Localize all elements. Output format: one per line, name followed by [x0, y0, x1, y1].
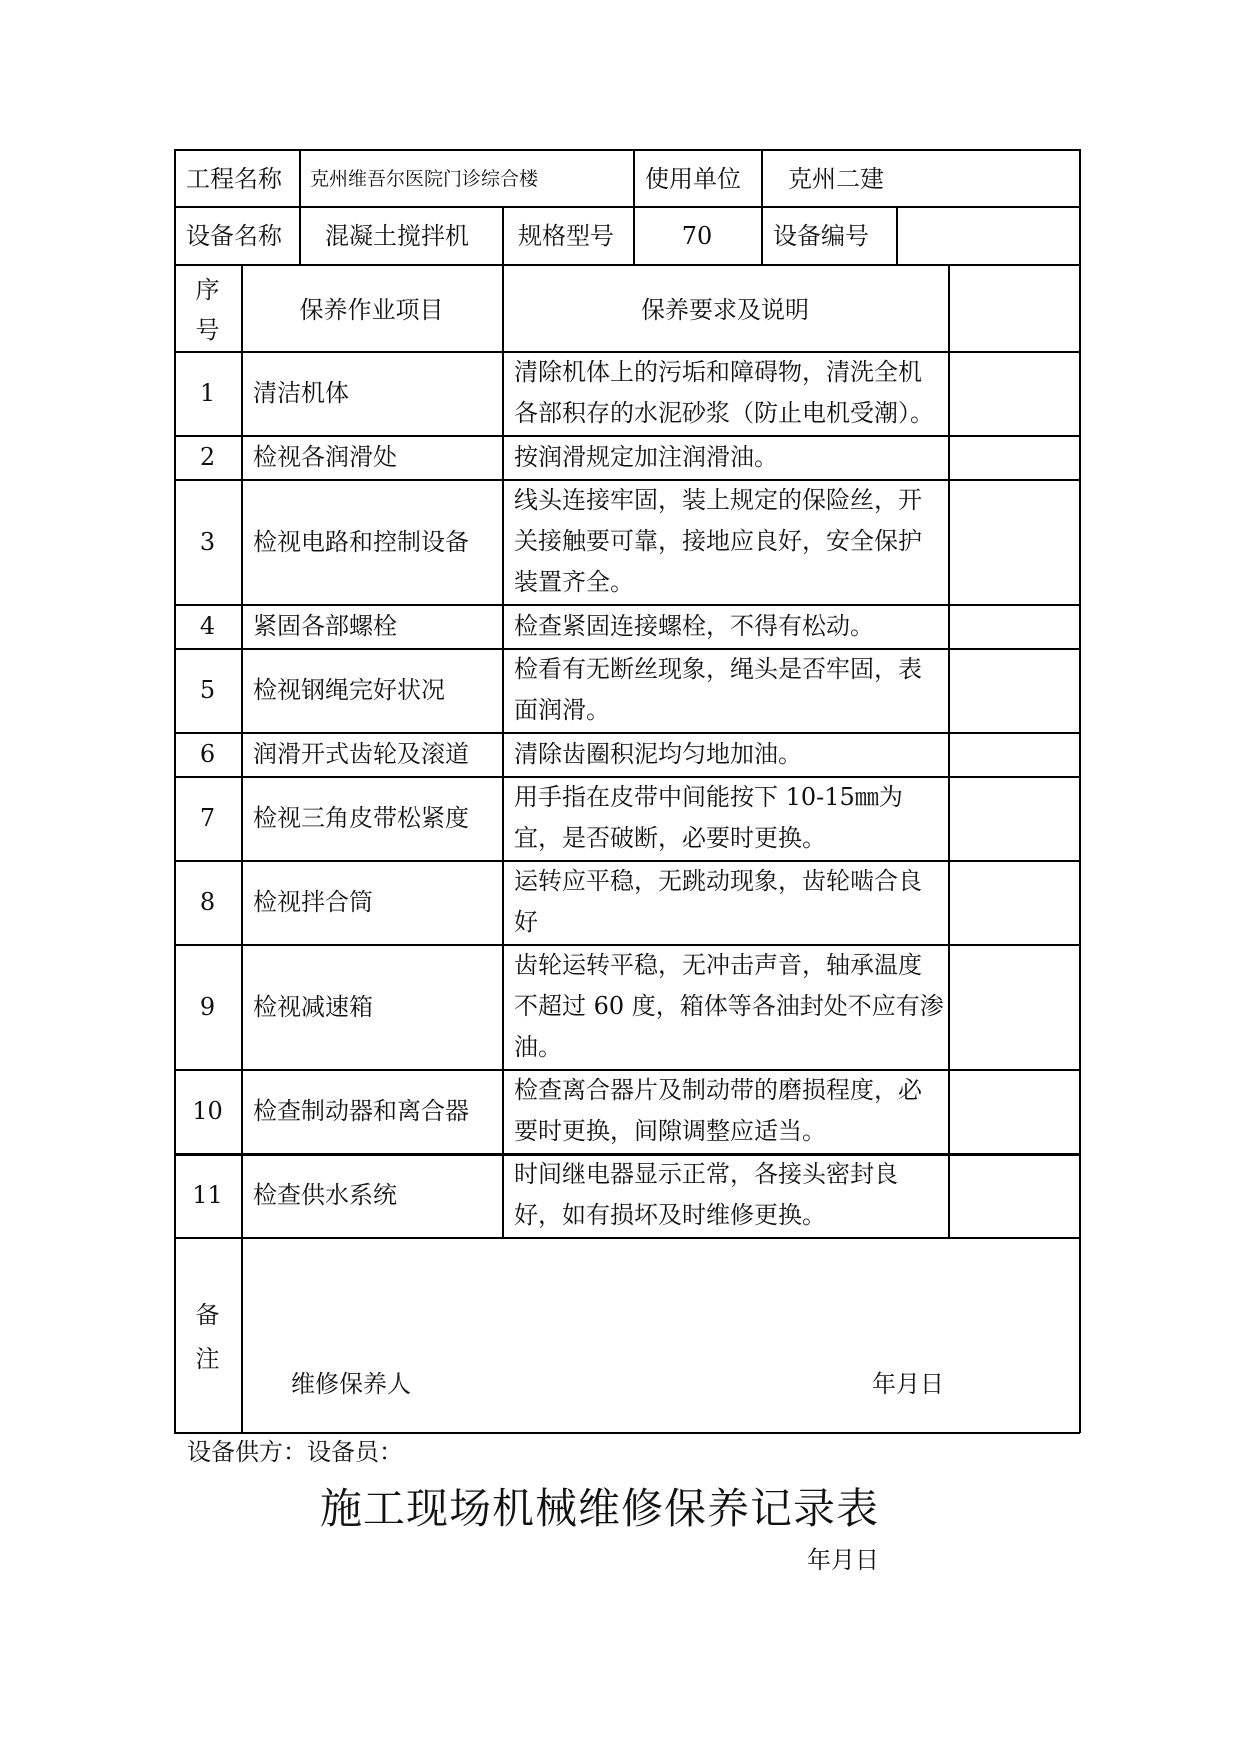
spec-model-value: 70	[681, 222, 713, 250]
row-item: 检视减速箱	[253, 992, 373, 1021]
col-no-line2: 号	[195, 316, 220, 344]
row-number: 1	[199, 379, 216, 407]
row-number: 2	[199, 443, 216, 471]
row-number: 10	[192, 1097, 223, 1125]
row-item: 检查供水系统	[253, 1181, 397, 1209]
row-item: 润滑开式齿轮及滚道	[253, 740, 469, 768]
row-requirement: 检看有无断丝现象，绳头是否牢固，表面润滑。	[514, 655, 922, 724]
row-item: 检视钢绳完好状况	[253, 676, 445, 704]
supplier-line: 设备供方：设备员：	[187, 1438, 403, 1466]
remarks-label-line1: 备	[195, 1301, 220, 1329]
page-title: 施工现场机械维修保养记录表	[320, 1484, 880, 1533]
row-number: 11	[192, 1181, 223, 1209]
project-name-value: 克州维吾尔医院门诊综合楼	[310, 168, 539, 190]
device-name-value: 混凝土搅拌机	[325, 222, 469, 250]
row-requirement: 线头连接牢固，装上规定的保险丝，开关接触要可靠，接地应良好，安全保护装置齐全。	[514, 486, 922, 596]
row-requirement: 清除齿圈积泥均匀地加油。	[514, 739, 802, 768]
using-unit-label: 使用单位	[645, 165, 741, 193]
footer-date: 年月日	[807, 1546, 879, 1574]
row-item: 检视各润滑处	[253, 443, 397, 471]
row-number: 6	[199, 740, 216, 768]
row-requirement: 按润滑规定加注润滑油。	[514, 442, 778, 471]
row-requirement: 清除机体上的污垢和障碍物，清洗全机各部积存的水泥砂浆（防止电机受潮）。	[514, 358, 934, 427]
row-number: 7	[199, 804, 216, 832]
row-number: 8	[199, 888, 216, 916]
row-item: 检视拌合筒	[253, 888, 373, 916]
remarks-date: 年月日	[872, 1370, 944, 1398]
row-requirement: 检查紧固连接螺栓，不得有松动。	[514, 611, 874, 640]
maintainer-label: 维修保养人	[291, 1370, 411, 1398]
using-unit-value: 克州二建	[788, 165, 884, 193]
row-item: 清洁机体	[253, 379, 349, 407]
col-item: 保养作业项目	[299, 296, 444, 324]
row-requirement: 时间继电器显示正常，各接头密封良好，如有损坏及时维修更换。	[514, 1160, 898, 1229]
spec-model-label: 规格型号	[518, 222, 614, 250]
device-code-label: 设备编号	[773, 222, 869, 250]
row-item: 紧固各部螺栓	[253, 612, 397, 640]
row-item: 检查制动器和离合器	[253, 1097, 469, 1125]
remarks-label-line2: 注	[195, 1345, 220, 1373]
row-number: 9	[199, 992, 216, 1021]
row-item: 检视电路和控制设备	[253, 527, 469, 556]
device-name-label: 设备名称	[186, 222, 282, 250]
project-name-label: 工程名称	[186, 165, 282, 193]
row-number: 5	[199, 676, 216, 704]
col-requirement: 保养要求及说明	[641, 296, 809, 324]
row-requirement: 齿轮运转平稳，无冲击声音，轴承温度不超过 60 度，箱体等各油封处不应有渗油。	[514, 951, 944, 1061]
col-no-line1: 序	[195, 276, 220, 304]
row-item: 检视三角皮带松紧度	[253, 804, 469, 832]
row-requirement: 用手指在皮带中间能按下 10-15㎜为宜，是否破断，必要时更换。	[514, 783, 903, 852]
row-requirement: 检查离合器片及制动带的磨损程度，必要时更换，间隙调整应适当。	[514, 1076, 922, 1145]
row-number: 3	[199, 527, 216, 556]
row-requirement: 运转应平稳，无跳动现象，齿轮啮合良好	[514, 867, 922, 936]
row-number: 4	[199, 612, 216, 640]
